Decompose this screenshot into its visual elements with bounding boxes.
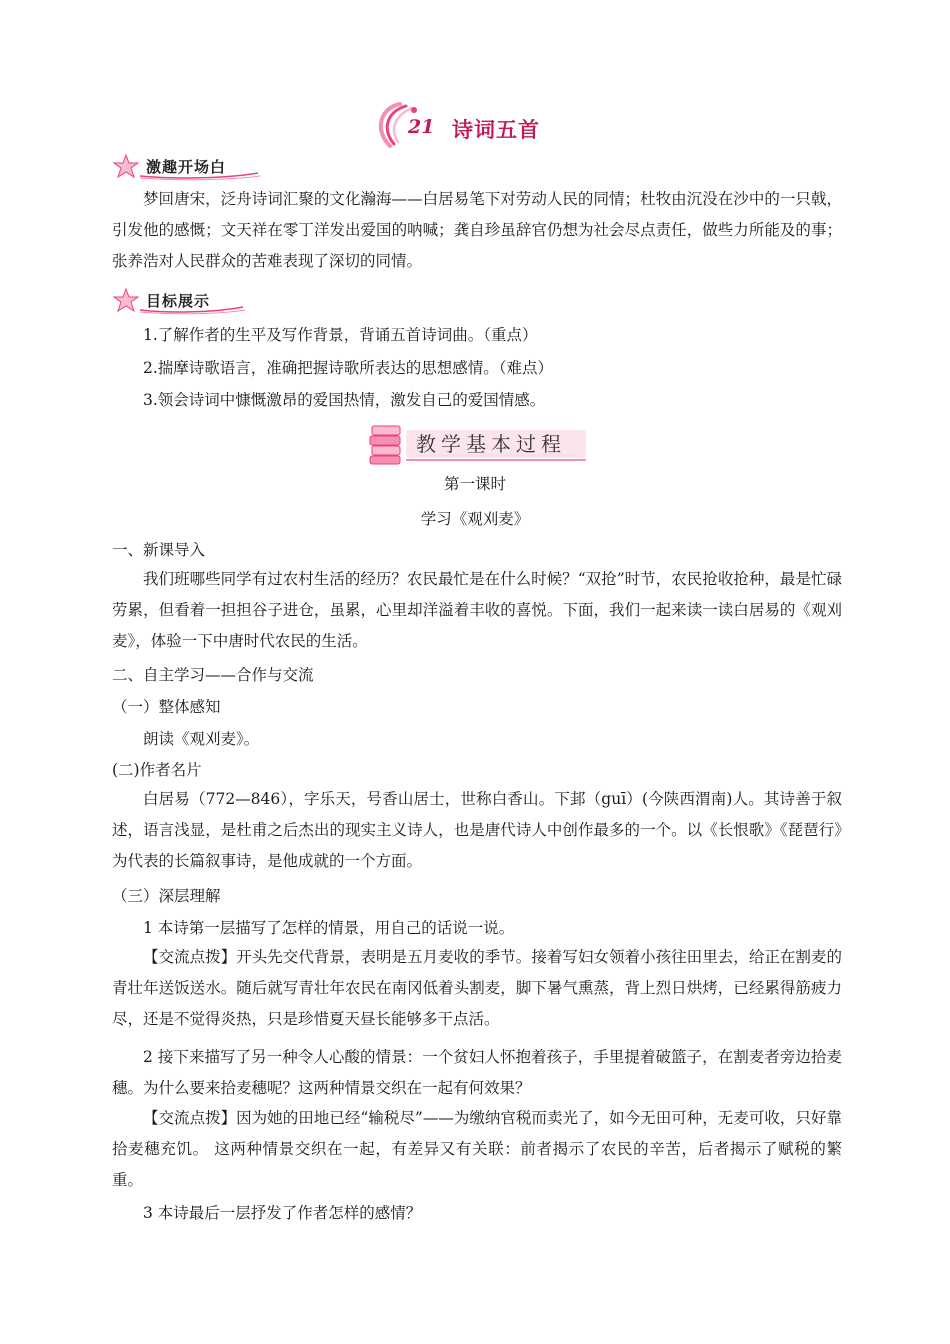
section-header-goals [112, 287, 247, 315]
goal-item: 3.领会诗词中慷慨激昂的爱国热情，激发自己的爱国情感。 [143, 391, 546, 409]
intro-paragraph: 梦回唐宋，泛舟诗词汇聚的文化瀚海——白居易笔下对劳动人民的同情；杜牧由沉没在沙中的一只戟，引发他的感慨；文天祥在零丁洋发出爱国的呐喊；龚自珍虽辞官仍想为社会尽点责任，做些力所能及的事；张养浩对人民群众的苦难表现了深切的同情。 [112, 190, 842, 270]
process-banner [366, 420, 588, 466]
goal-item: 1.了解作者的生平及写作背景，背诵五首诗词曲。（重点） [143, 326, 538, 344]
paragraph-author: 白居易（772—846），字乐天，号香山居士，世称白香山。下邽（guī）(今陕西渭南)人。其诗善于叙述，语言浅显，是杜甫之后杰出的现实主义诗人，也是唐代诗人中创作最多的一个。以《长恨歌》《琵琶行》为代表的长篇叙事诗，是他成就的一个方面。 [112, 790, 842, 870]
lesson-title [370, 100, 600, 150]
answer-1: 【交流点拨】开头先交代背景，表明是五月麦收的季节。接着写妇女领着小孩往田里去，给正在割麦的青壮年送饭送水。随后就写青壮年农民在南冈低着头割麦，脚下暑气熏蒸，背上烈日烘烤，已经累得筋疲力尽，还是不觉得炎热，只是珍惜夏天昼长能够多干点活。 [112, 948, 842, 1028]
question-3: 3 本诗最后一层抒发了作者怎样的感情？ [143, 1204, 422, 1222]
answer-2: 【交流点拨】因为她的田地已经“输税尽”——为缴纳官税而卖光了，如今无田可种，无麦可收，只好靠拾麦穗充饥。 这两种情景交织在一起，有差异又有关联：前者揭示了农民的辛苦，后者揭示了赋税的繁重。 [112, 1109, 842, 1189]
paragraph-read: 朗读《观刈麦》。 [143, 730, 260, 748]
lesson-number: 21 [408, 116, 435, 138]
lesson-period: 第一课时 [443, 475, 506, 493]
banner-title: 教学基本过程 [416, 432, 566, 456]
section-title: 激趣开场白 [146, 158, 227, 176]
paragraph-intro-lesson: 我们班哪些同学有过农村生活的经历？农民最忙是在什么时候？“双抢”时节，农民抢收抢种，最是忙碌劳累，但看着一担担谷子进仓，虽累，心里却洋溢着丰收的喜悦。下面，我们一起来读一读白居易的《观刈麦》，体验一下中唐时代农民的生活。 [112, 570, 842, 650]
question-1: 1 本诗第一层描写了怎样的情景，用自己的话说一说。 [143, 919, 515, 937]
question-2: 2 接下来描写了另一种令人心酸的情景：一个贫妇人怀抱着孩子，手里提着破篮子，在割麦者旁边拾麦穗。为什么要来拾麦穗呢？这两种情景交织在一起有何效果？ [112, 1048, 842, 1097]
heading-author: (二)作者名片 [112, 761, 202, 779]
section-title: 目标展示 [146, 292, 211, 310]
heading-new-lesson: 一、新课导入 [112, 541, 206, 559]
lesson-heading: 诗词五首 [452, 118, 540, 142]
heading-overall: （一）整体感知 [112, 698, 221, 716]
goal-item: 2.揣摩诗歌语言，准确把握诗歌所表达的思想感情。（难点） [143, 359, 554, 377]
heading-deep: （三）深层理解 [112, 887, 221, 905]
heading-self-study: 二、自主学习——合作与交流 [112, 666, 314, 684]
lesson-subtitle: 学习《观刈麦》 [420, 510, 530, 528]
section-header-intro [112, 153, 262, 181]
